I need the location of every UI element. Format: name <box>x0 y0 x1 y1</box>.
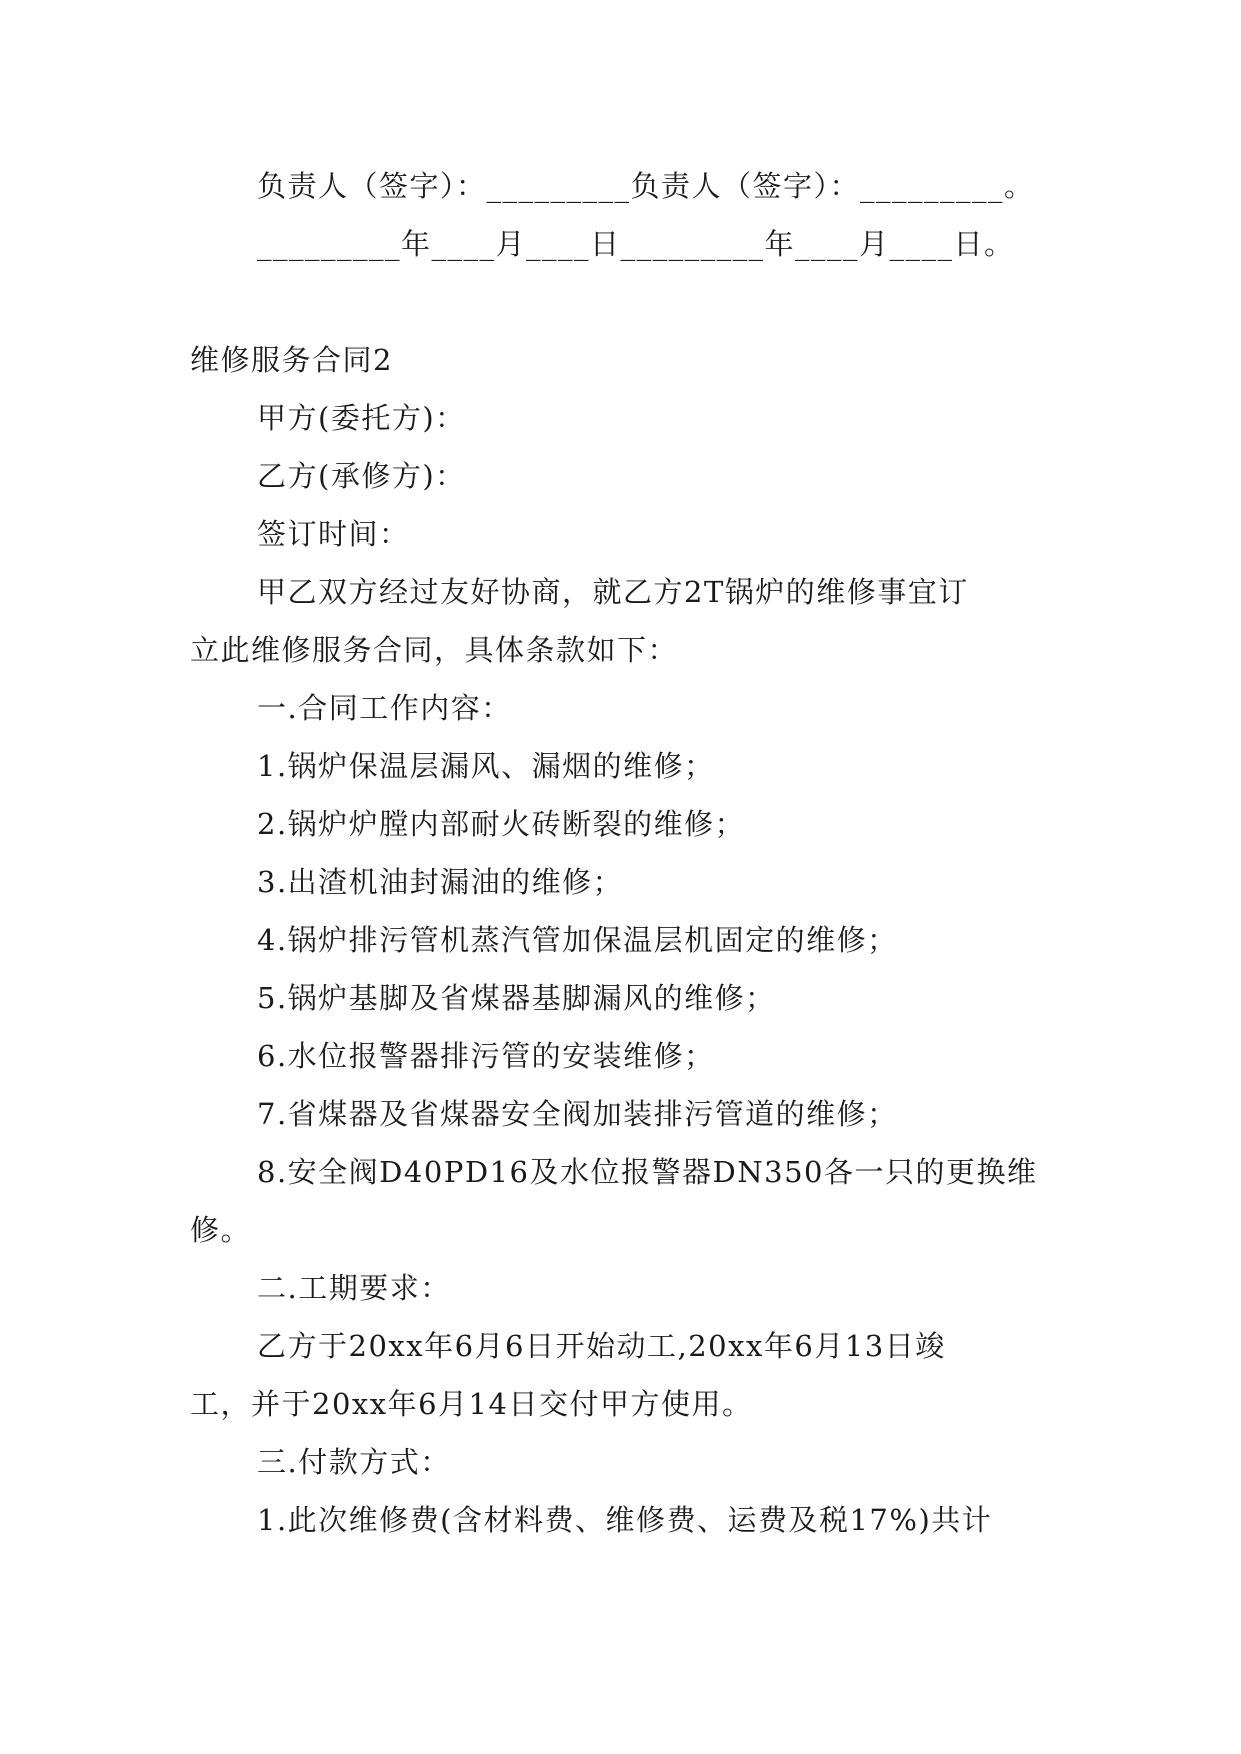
section-title: 维修服务合同2 <box>190 343 393 377</box>
party-a-line: 甲方(委托方)： <box>257 401 466 435</box>
list-item: 1.此次维修费(含材料费、维修费、运费及税17%)共计 <box>257 1503 993 1537</box>
paragraph-line: 甲乙双方经过友好协商，就乙方2T锅炉的维修事宜订 <box>257 575 969 609</box>
list-item: 8.安全阀D40PD16及水位报警器DN350各一只的更换维 <box>257 1155 1038 1189</box>
party-b-line: 乙方(承修方)： <box>257 459 466 493</box>
list-item: 1.锅炉保温层漏风、漏烟的维修； <box>257 749 715 783</box>
signing-time-line: 签订时间： <box>257 517 410 551</box>
list-item: 5.锅炉基脚及省煤器基脚漏风的维修； <box>257 981 776 1015</box>
list-item: 4.锅炉排污管机蒸汽管加保温层机固定的维修； <box>257 923 898 957</box>
date-line: _________年____月____日_________年____月____日。 <box>257 227 1015 261</box>
list-item: 6.水位报警器排污管的安装维修； <box>257 1039 715 1073</box>
list-item: 3.出渣机油封漏油的维修； <box>257 865 624 899</box>
paragraph-line: 乙方于20xx年6月6日开始动工,20xx年6月13日竣 <box>257 1329 946 1363</box>
signature-line: 负责人（签字）：_________负责人（签字）：_________。 <box>257 169 1035 203</box>
clause-heading: 一.合同工作内容： <box>257 691 512 725</box>
paragraph-line: 工，并于20xx年6月14日交付甲方使用。 <box>190 1387 753 1421</box>
list-item: 7.省煤器及省煤器安全阀加装排污管道的维修； <box>257 1097 898 1131</box>
paragraph-line: 立此维修服务合同，具体条款如下： <box>190 633 679 667</box>
list-item: 2.锅炉炉膛内部耐火砖断裂的维修； <box>257 807 746 841</box>
list-item-continuation: 修。 <box>190 1213 252 1247</box>
clause-heading: 二.工期要求： <box>257 1271 451 1305</box>
clause-heading: 三.付款方式： <box>257 1445 451 1479</box>
